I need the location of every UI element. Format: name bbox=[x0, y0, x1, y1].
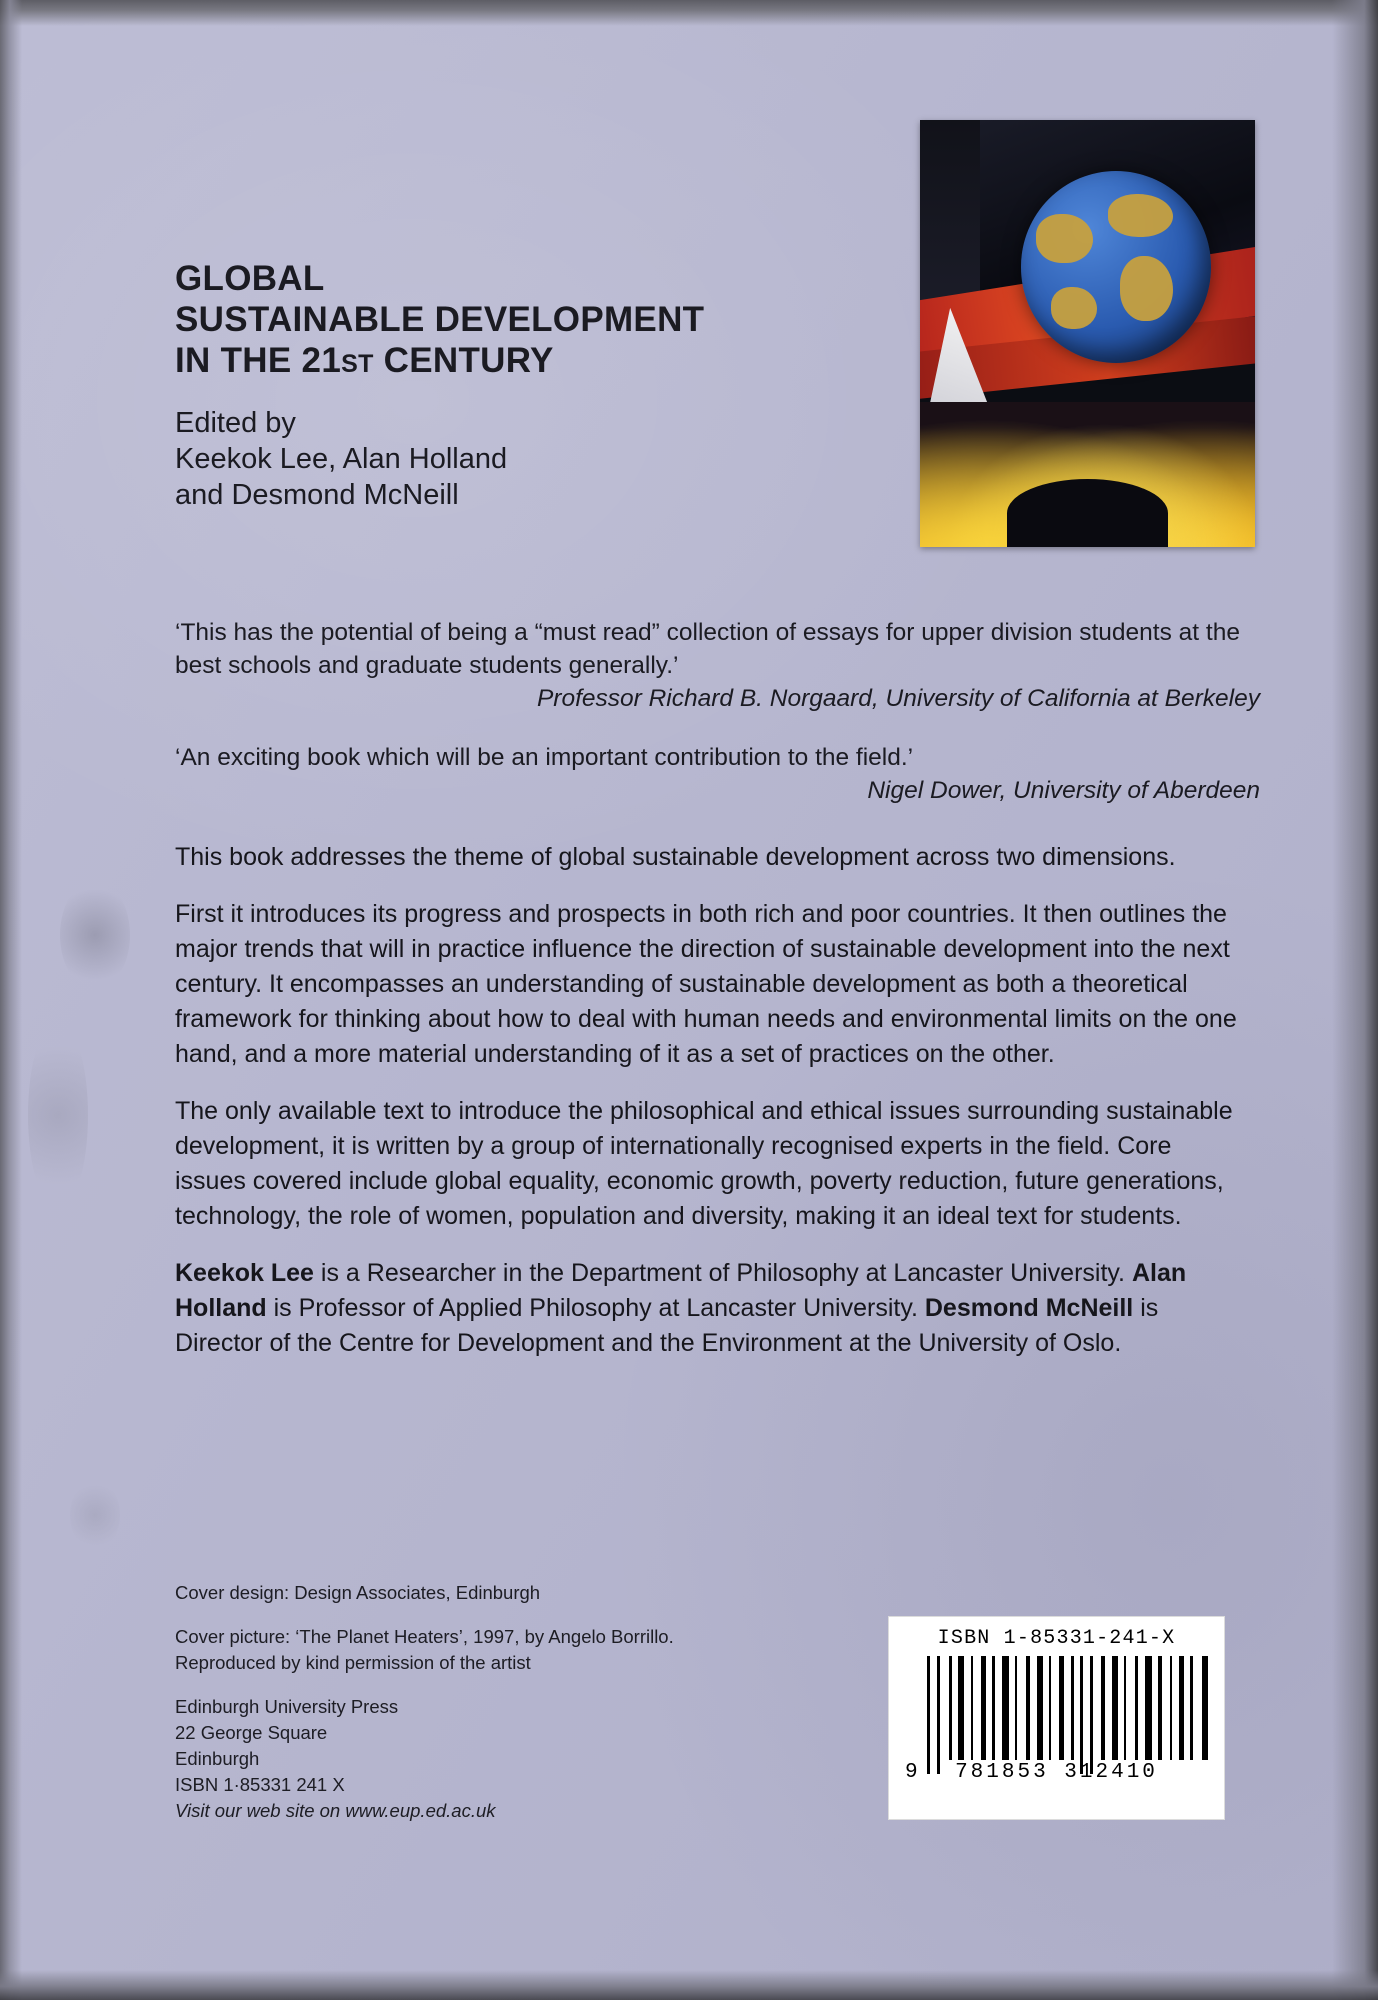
bio-text-2: is Professor of Applied Philosophy at Lancaster University. bbox=[266, 1294, 925, 1322]
page-edge-left-shadow bbox=[0, 0, 22, 2000]
publisher-address-line-2: Edinburgh bbox=[175, 1748, 260, 1769]
bio-name-3: Desmond McNeill bbox=[924, 1294, 1134, 1322]
book-title-line-1: GLOBAL bbox=[175, 259, 325, 298]
painting-dark-left bbox=[920, 120, 980, 308]
isbn-label: ISBN 1-85331-241-X bbox=[937, 1627, 1176, 1650]
cover-content bbox=[175, 0, 1265, 2000]
barcode-digits: 781853 312410 bbox=[955, 1761, 1158, 1784]
barcode-left-digit: 9 bbox=[905, 1761, 918, 1784]
painting-dark-foreground bbox=[1007, 479, 1168, 547]
review-quote-2-attribution: Nigel Dower, University of Aberdeen bbox=[867, 777, 1260, 804]
barcode bbox=[901, 1656, 1212, 1784]
edited-by-label: Edited by bbox=[175, 407, 296, 439]
blurb-paragraph-1: This book addresses the theme of global sustainable development across two dimensions. bbox=[175, 843, 1176, 871]
bio-name-1: Keekok Lee bbox=[175, 1259, 314, 1287]
planet-heaters-painting bbox=[920, 120, 1255, 547]
cover-picture-line-1: Cover picture: ‘The Planet Heaters’, 1997, by Angelo Borrillo. bbox=[175, 1626, 674, 1647]
painting-landmass bbox=[1120, 256, 1173, 321]
title-block bbox=[175, 258, 875, 513]
book-title-line-3 bbox=[175, 340, 875, 385]
publisher-address-line-1: 22 George Square bbox=[175, 1722, 328, 1743]
quote-spacer bbox=[175, 715, 1260, 741]
painting-landmass bbox=[1051, 287, 1097, 329]
book-title-line-2: SUSTAINABLE DEVELOPMENT bbox=[175, 300, 705, 339]
cover-design-credit bbox=[175, 1580, 915, 1606]
author-biographies bbox=[175, 1256, 1240, 1361]
publisher-credits bbox=[175, 1580, 915, 1842]
isbn-text: ISBN 1·85331 241 X bbox=[175, 1774, 345, 1795]
cover-smudge bbox=[28, 1020, 88, 1210]
publisher-website: Visit our web site on www.eup.ed.ac.uk bbox=[175, 1800, 496, 1821]
book-title-line-3-main: IN THE 21 bbox=[175, 341, 342, 380]
book-title-line-3-tail: CENTURY bbox=[373, 341, 554, 380]
cover-smudge bbox=[60, 880, 130, 990]
blurb-paragraph-2: First it introduces its progress and prospects in both rich and poor countries. It then outlines the major trends that will in practice influence the direction of sustainable development into the next century. It encompasses an understanding of sustainable development as both a theoretical framework for thinking about how to deal with human needs and environmental limits on the one hand, and a more material understanding of it as a set of practices on the other. bbox=[175, 900, 1237, 1068]
book-description bbox=[175, 840, 1240, 1383]
review-quote-1-text: ‘This has the potential of being a “must read” collection of essays for upper division students at the best schools and graduate students generally.’ bbox=[175, 619, 1240, 679]
review-quotes bbox=[175, 616, 1260, 807]
cover-picture-credit bbox=[175, 1624, 915, 1676]
painting-landmass bbox=[1036, 214, 1093, 264]
bio-name-2: Alan Holland bbox=[175, 1259, 1187, 1322]
book-title-ordinal: ST bbox=[341, 350, 374, 378]
cover-smudge bbox=[70, 1480, 120, 1550]
cover-picture-line-2: Reproduced by kind permission of the artist bbox=[175, 1652, 531, 1673]
painting-globe bbox=[1021, 171, 1212, 363]
isbn-barcode-box bbox=[888, 1616, 1225, 1820]
painting-landmass bbox=[1108, 194, 1173, 236]
blurb-paragraph-3: The only available text to introduce the philosophical and ethical issues surrounding sustainable development, it is written by a group of internationally recognised experts in the field. Core issues covered include global equality, economic growth, poverty reduction, future generations, technology, the role of women, population and diversity, making it an ideal text for students. bbox=[175, 1097, 1233, 1230]
editors-line-1: Keekok Lee, Alan Holland bbox=[175, 443, 508, 475]
publisher-name: Edinburgh University Press bbox=[175, 1696, 399, 1717]
publisher-address bbox=[175, 1694, 915, 1824]
page-edge-right-shadow bbox=[1332, 0, 1378, 2000]
bio-text-3: is Director of the Centre for Development and the Environment at the University of Oslo. bbox=[175, 1294, 1159, 1357]
cover-design-line: Cover design: Design Associates, Edinburgh bbox=[175, 1582, 541, 1603]
review-quote-2-text: ‘An exciting book which will be an important contribution to the field.’ bbox=[175, 744, 914, 771]
editors-block bbox=[175, 405, 875, 513]
review-quote-1-attribution: Professor Richard B. Norgaard, University of California at Berkeley bbox=[536, 685, 1260, 712]
bio-text-1: is a Researcher in the Department of Philosophy at Lancaster University. bbox=[313, 1259, 1132, 1287]
barcode-bars bbox=[927, 1656, 1212, 1760]
editors-line-2: and Desmond McNeill bbox=[175, 479, 459, 511]
